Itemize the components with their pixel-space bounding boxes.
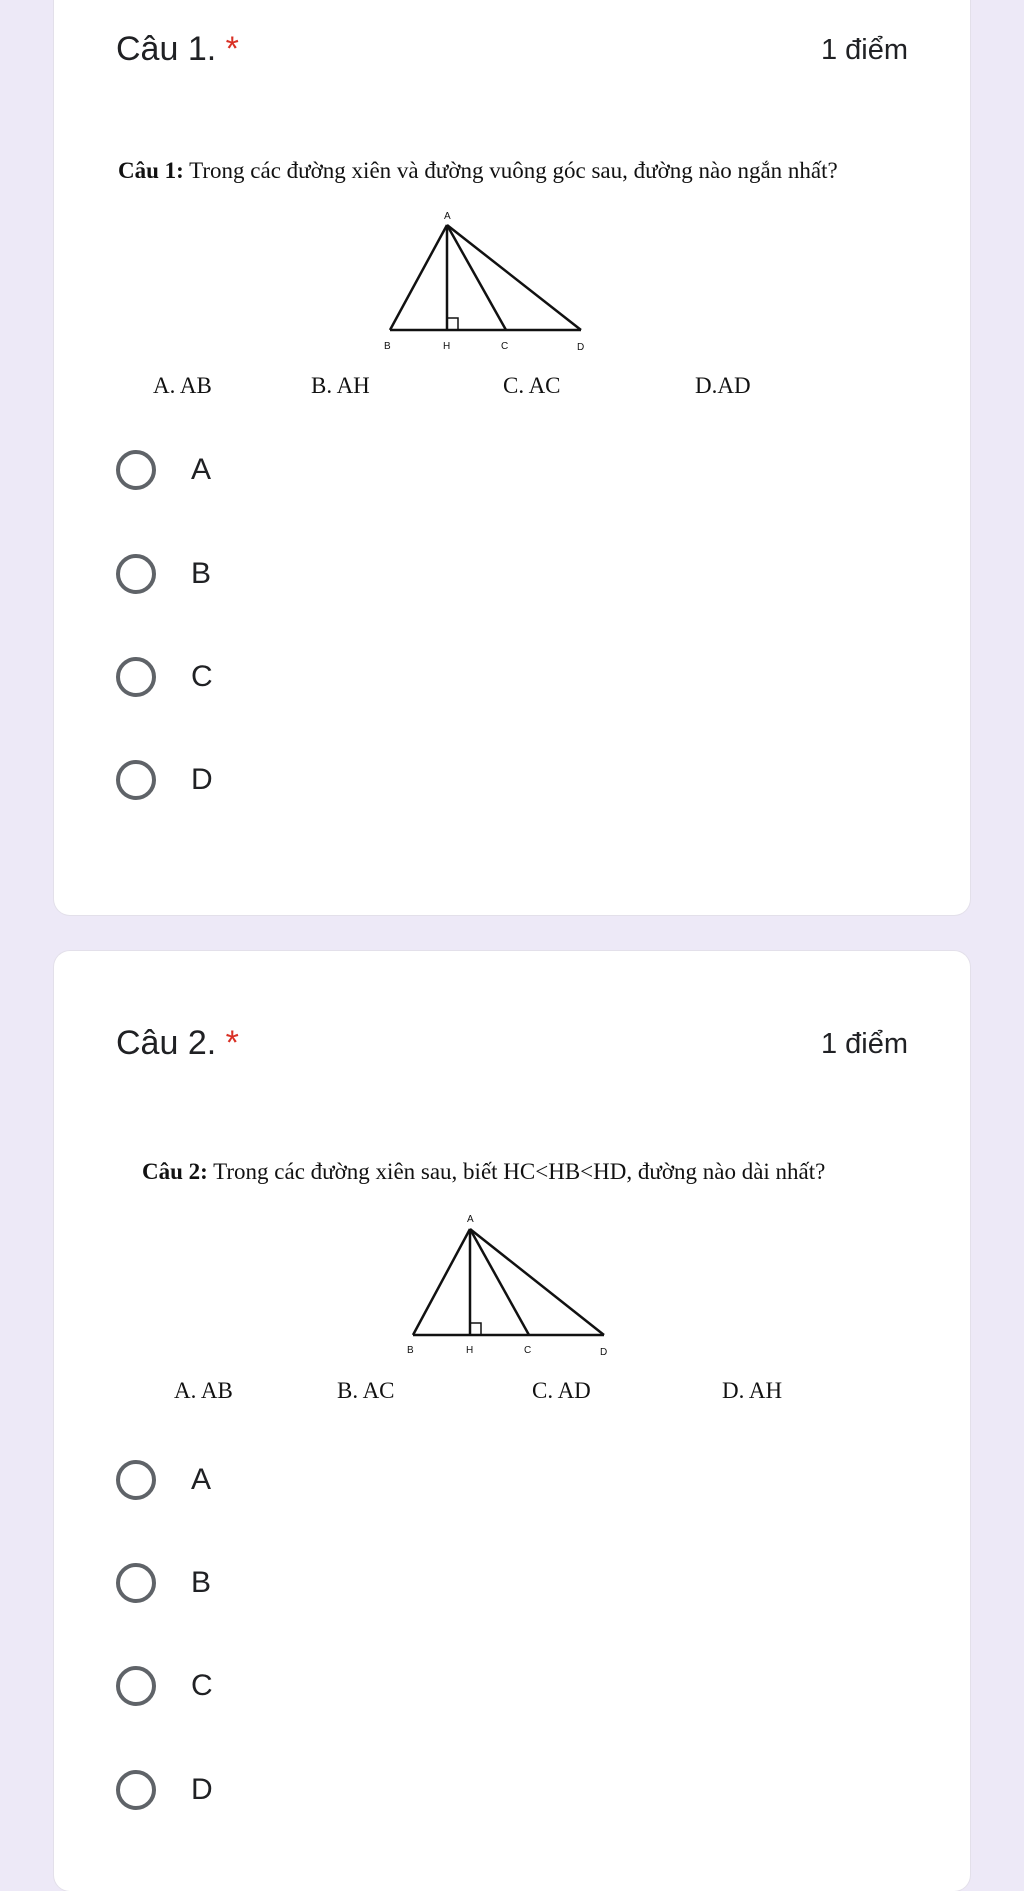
question-card-2	[54, 951, 970, 1891]
vertex-label-d: D	[577, 342, 585, 353]
radio-button[interactable]	[116, 1666, 156, 1706]
question-title	[116, 30, 239, 69]
prompt-label: Câu 2:	[142, 1159, 208, 1184]
choice-label: D	[191, 763, 213, 796]
choice-label: D	[191, 1773, 213, 1806]
required-marker: *	[225, 30, 239, 68]
option-text-a: A. AB	[153, 373, 212, 398]
choice-a[interactable]	[116, 446, 211, 494]
radio-button[interactable]	[116, 450, 156, 490]
question-points: 1 điểm	[820, 34, 908, 66]
radio-button[interactable]	[116, 760, 156, 800]
question-card-1	[54, 0, 970, 915]
triangle-figure	[380, 205, 670, 375]
choice-d[interactable]	[116, 1766, 213, 1814]
question-number: Câu 1.	[116, 30, 217, 68]
question-number: Câu 2.	[116, 1024, 217, 1062]
option-text-c: C. AC	[503, 373, 561, 398]
choice-label: B	[191, 557, 212, 590]
choice-b[interactable]	[116, 1559, 211, 1607]
choice-d[interactable]	[116, 756, 213, 804]
question-points: 1 điểm	[820, 1028, 908, 1060]
vertex-label-c: C	[501, 341, 509, 352]
segment-ac	[447, 225, 506, 330]
choice-label: A	[191, 1463, 212, 1496]
choice-label: B	[191, 1566, 212, 1599]
radio-button[interactable]	[116, 1563, 156, 1603]
question-title	[116, 1024, 239, 1063]
segment-ac	[470, 1229, 529, 1335]
radio-button[interactable]	[116, 1460, 156, 1500]
radio-button[interactable]	[116, 1770, 156, 1810]
option-text-b: B. AC	[337, 1378, 395, 1403]
segment-ab	[390, 225, 447, 330]
vertex-label-a: A	[467, 1214, 474, 1225]
vertex-label-h: H	[466, 1345, 474, 1356]
segment-ad	[447, 225, 581, 330]
choice-b[interactable]	[116, 550, 211, 598]
choice-c[interactable]	[116, 1662, 213, 1710]
vertex-label-h: H	[443, 341, 451, 352]
vertex-label-c: C	[524, 1345, 532, 1356]
option-text-c: C. AD	[532, 1378, 591, 1403]
segment-ad	[470, 1229, 604, 1335]
option-text-a: A. AB	[174, 1378, 233, 1403]
choice-c[interactable]	[116, 653, 213, 701]
right-angle-mark	[447, 318, 458, 330]
question-prompt	[118, 158, 838, 184]
choice-label: A	[191, 453, 212, 486]
choice-a[interactable]	[116, 1456, 211, 1504]
vertex-label-b: B	[407, 1345, 414, 1356]
vertex-label-a: A	[444, 211, 451, 222]
right-angle-mark	[470, 1323, 481, 1335]
choice-label: C	[191, 1669, 213, 1702]
choice-label: C	[191, 660, 213, 693]
vertex-label-b: B	[384, 341, 391, 352]
required-marker: *	[225, 1024, 239, 1062]
vertex-label-d: D	[600, 1347, 608, 1358]
radio-button[interactable]	[116, 554, 156, 594]
option-text-d: D. AH	[722, 1378, 783, 1403]
radio-button[interactable]	[116, 657, 156, 697]
question-prompt	[142, 1159, 825, 1185]
option-text-d: D.AD	[695, 373, 751, 398]
prompt-label: Câu 1:	[118, 158, 184, 183]
segment-ab	[413, 1229, 470, 1335]
triangle-figure	[403, 1205, 693, 1375]
prompt-text: Trong các đường xiên sau, biết HC<HB<HD, đường nào dài nhất?	[207, 1159, 826, 1184]
prompt-text: Trong các đường xiên và đường vuông góc sau, đường nào ngắn nhất?	[183, 158, 838, 183]
option-text-b: B. AH	[311, 373, 370, 398]
